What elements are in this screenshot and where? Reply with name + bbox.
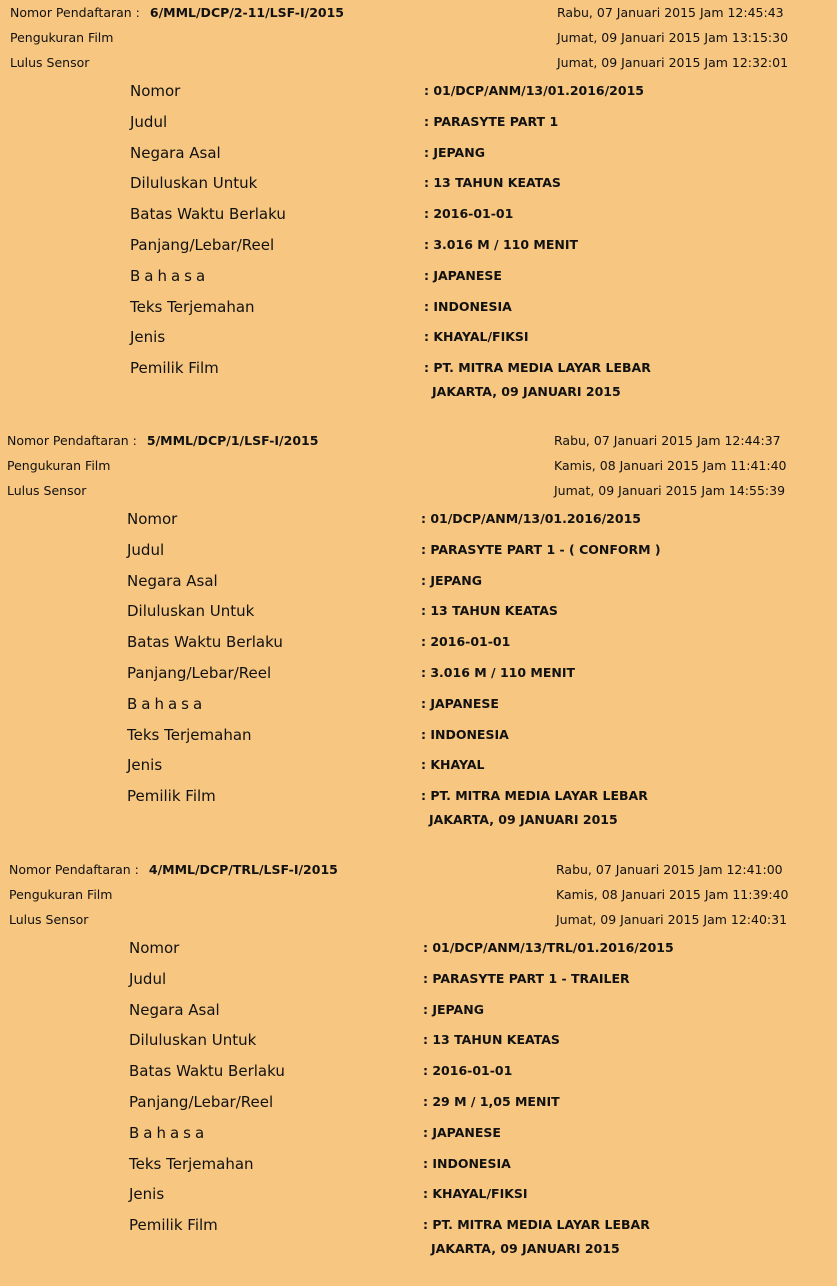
field-value-nomor: : 01/DCP/ANM/13/01.2016/2015 [424, 83, 644, 98]
field-label-teks-terjemahan: Teks Terjemahan [127, 726, 252, 744]
measurement-label: Pengukuran Film [10, 30, 114, 45]
registration-number: 5/MML/DCP/1/LSF-I/2015 [146, 433, 319, 448]
field-label-jenis: Jenis [129, 1185, 165, 1203]
field-value-nomor: : 01/DCP/ANM/13/01.2016/2015 [421, 511, 641, 526]
place-date: JAKARTA, 09 JANUARI 2015 [429, 812, 618, 827]
field-label-jenis: Jenis [127, 756, 163, 774]
measurement-date: Jumat, 09 Januari 2015 Jam 13:15:30 [557, 30, 789, 45]
field-value-panjang: : 3.016 M / 110 MENIT [424, 237, 579, 252]
field-label-batas-waktu: Batas Waktu Berlaku [129, 1062, 285, 1080]
field-label-panjang: Panjang/Lebar/Reel [130, 236, 275, 254]
censorship-record [0, 857, 837, 1267]
field-value-bahasa: : JAPANESE [424, 268, 502, 283]
field-value-panjang: : 3.016 M / 110 MENIT [421, 665, 576, 680]
registration-row [9, 863, 338, 877]
field-label-panjang: Panjang/Lebar/Reel [129, 1093, 274, 1111]
registration-date: Rabu, 07 Januari 2015 Jam 12:44:37 [554, 433, 781, 448]
field-label-diluluskan-untuk: Diluluskan Untuk [130, 174, 258, 192]
field-value-batas-waktu: : 2016-01-01 [421, 634, 511, 649]
field-value-jenis: : KHAYAL/FIKSI [424, 329, 529, 344]
field-label-panjang: Panjang/Lebar/Reel [127, 664, 272, 682]
passed-date: Jumat, 09 Januari 2015 Jam 14:55:39 [554, 483, 786, 498]
field-label-negara-asal: Negara Asal [129, 1001, 220, 1019]
field-value-negara-asal: : JEPANG [423, 1002, 484, 1017]
censorship-record [0, 0, 837, 410]
field-value-negara-asal: : JEPANG [424, 145, 485, 160]
field-label-nomor: Nomor [127, 510, 178, 528]
field-value-pemilik-film: : PT. MITRA MEDIA LAYAR LEBAR [423, 1217, 650, 1232]
registration-number: 6/MML/DCP/2-11/LSF-I/2015 [149, 5, 345, 20]
registration-label: Nomor Pendaftaran : [7, 433, 137, 448]
field-value-jenis: : KHAYAL [421, 757, 485, 772]
field-label-batas-waktu: Batas Waktu Berlaku [127, 633, 283, 651]
field-label-nomor: Nomor [129, 939, 180, 957]
field-value-teks-terjemahan: : INDONESIA [424, 299, 512, 314]
field-value-teks-terjemahan: : INDONESIA [423, 1156, 511, 1171]
field-value-judul: : PARASYTE PART 1 [424, 114, 559, 129]
field-label-diluluskan-untuk: Diluluskan Untuk [129, 1031, 257, 1049]
field-label-judul: Judul [129, 970, 167, 988]
passed-date: Jumat, 09 Januari 2015 Jam 12:32:01 [557, 55, 789, 70]
field-value-negara-asal: : JEPANG [421, 573, 482, 588]
field-label-negara-asal: Negara Asal [127, 572, 218, 590]
field-label-judul: Judul [130, 113, 168, 131]
field-label-teks-terjemahan: Teks Terjemahan [129, 1155, 254, 1173]
field-value-jenis: : KHAYAL/FIKSI [423, 1186, 528, 1201]
field-value-pemilik-film: : PT. MITRA MEDIA LAYAR LEBAR [424, 360, 651, 375]
field-label-jenis: Jenis [130, 328, 166, 346]
passed-date: Jumat, 09 Januari 2015 Jam 12:40:31 [556, 912, 788, 927]
registration-label: Nomor Pendaftaran : [10, 5, 140, 20]
field-value-bahasa: : JAPANESE [423, 1125, 501, 1140]
place-date: JAKARTA, 09 JANUARI 2015 [432, 384, 621, 399]
field-label-bahasa: Bahasa [127, 695, 207, 713]
field-label-teks-terjemahan: Teks Terjemahan [130, 298, 255, 316]
field-label-diluluskan-untuk: Diluluskan Untuk [127, 602, 255, 620]
field-label-pemilik-film: Pemilik Film [129, 1216, 218, 1234]
registration-label: Nomor Pendaftaran : [9, 862, 139, 877]
registration-row [7, 434, 318, 448]
field-value-judul: : PARASYTE PART 1 - TRAILER [423, 971, 630, 986]
field-label-pemilik-film: Pemilik Film [127, 787, 216, 805]
passed-label: Lulus Sensor [10, 55, 90, 70]
field-value-batas-waktu: : 2016-01-01 [423, 1063, 513, 1078]
field-value-judul: : PARASYTE PART 1 - ( CONFORM ) [421, 542, 661, 557]
field-label-nomor: Nomor [130, 82, 181, 100]
measurement-date: Kamis, 08 Januari 2015 Jam 11:41:40 [554, 458, 787, 473]
passed-label: Lulus Sensor [9, 912, 89, 927]
passed-label: Lulus Sensor [7, 483, 87, 498]
registration-date: Rabu, 07 Januari 2015 Jam 12:45:43 [557, 5, 784, 20]
field-value-diluluskan-untuk: : 13 TAHUN KEATAS [423, 1032, 560, 1047]
field-label-negara-asal: Negara Asal [130, 144, 221, 162]
censorship-record [0, 428, 837, 838]
field-value-diluluskan-untuk: : 13 TAHUN KEATAS [421, 603, 558, 618]
field-label-bahasa: Bahasa [129, 1124, 209, 1142]
measurement-label: Pengukuran Film [9, 887, 113, 902]
field-value-teks-terjemahan: : INDONESIA [421, 727, 509, 742]
field-label-pemilik-film: Pemilik Film [130, 359, 219, 377]
measurement-label: Pengukuran Film [7, 458, 111, 473]
field-value-nomor: : 01/DCP/ANM/13/TRL/01.2016/2015 [423, 940, 674, 955]
measurement-date: Kamis, 08 Januari 2015 Jam 11:39:40 [556, 887, 789, 902]
registration-date: Rabu, 07 Januari 2015 Jam 12:41:00 [556, 862, 783, 877]
registration-number: 4/MML/DCP/TRL/LSF-I/2015 [148, 862, 338, 877]
field-value-batas-waktu: : 2016-01-01 [424, 206, 514, 221]
registration-row [10, 6, 344, 20]
field-label-judul: Judul [127, 541, 165, 559]
field-value-pemilik-film: : PT. MITRA MEDIA LAYAR LEBAR [421, 788, 648, 803]
field-value-diluluskan-untuk: : 13 TAHUN KEATAS [424, 175, 561, 190]
field-label-batas-waktu: Batas Waktu Berlaku [130, 205, 286, 223]
field-label-bahasa: Bahasa [130, 267, 210, 285]
field-value-panjang: : 29 M / 1,05 MENIT [423, 1094, 560, 1109]
place-date: JAKARTA, 09 JANUARI 2015 [431, 1241, 620, 1256]
field-value-bahasa: : JAPANESE [421, 696, 499, 711]
